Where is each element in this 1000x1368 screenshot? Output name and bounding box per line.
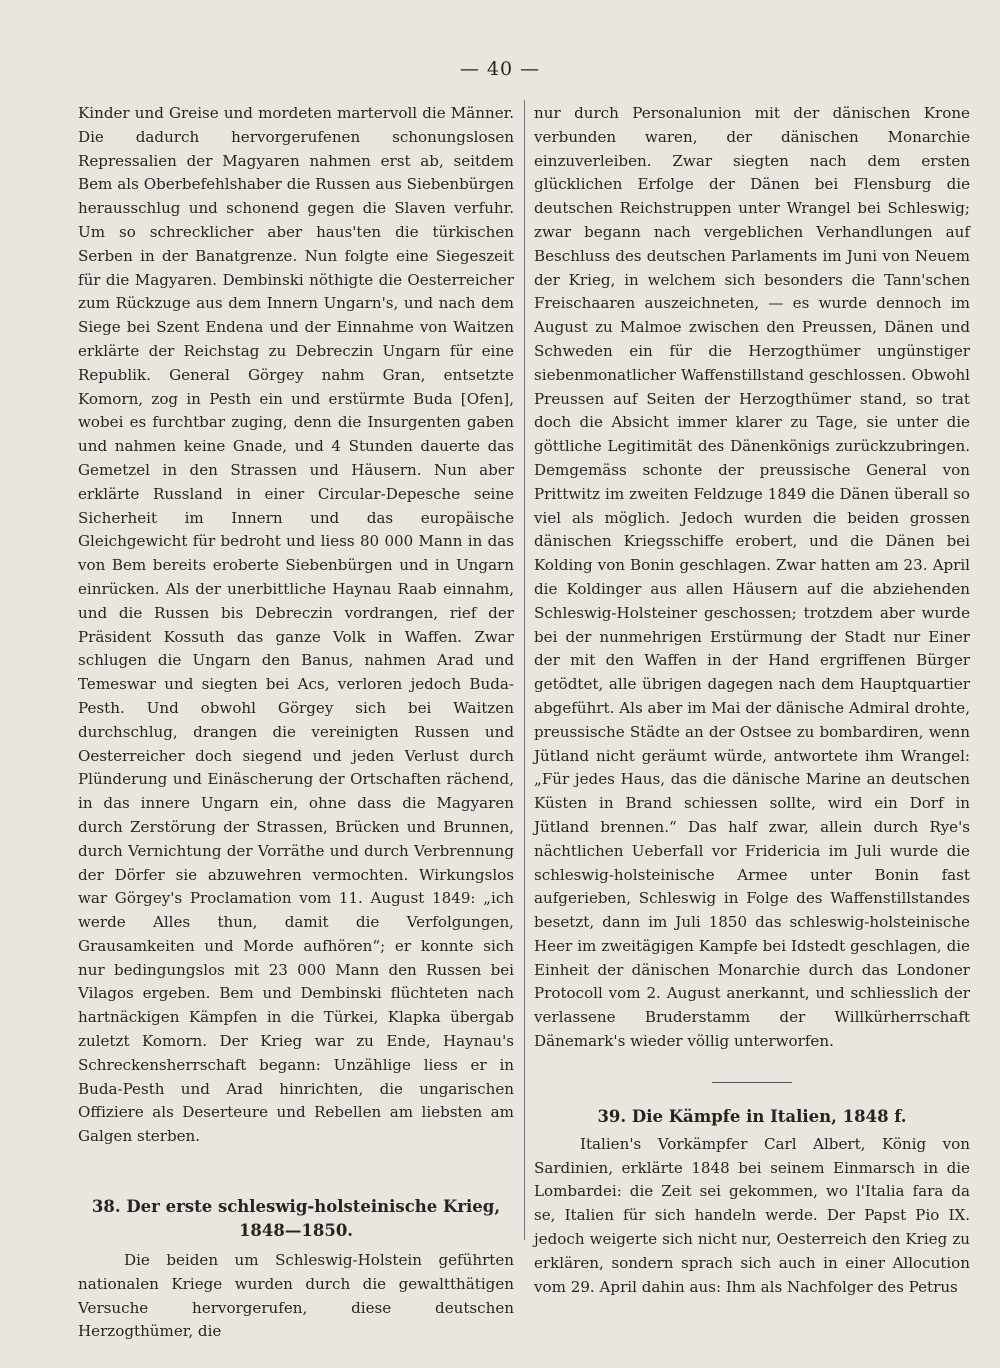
section-separator xyxy=(712,1082,792,1083)
section-heading-38-line-1: 38. Der erste schleswig-holsteinische Krieg, xyxy=(91,1197,501,1217)
section-heading-38 xyxy=(78,1195,514,1243)
column-divider xyxy=(524,100,525,1240)
right-column xyxy=(534,102,970,1299)
page-number: — 40 — xyxy=(459,58,541,80)
right-paragraph-2: Italien's Vorkämpfer Carl Albert, König von Sardinien, erklärte 1848 bei seinem Einmarsch in die Lombardei: die Zeit sei gekommen, wo l'Italia fara da se, Italien für sich handeln werde. Der Papst Pio IX. jedoch weigerte sich nicht nur, Oesterreich den Krieg zu erklären, sondern sprach sich auch in einer Allocution vom 29. April dahin aus: Ihm als Nachfolger des Petrus xyxy=(534,1134,970,1296)
section-heading-39: 39. Die Kämpfe in Italien, 1848 f. xyxy=(597,1106,907,1126)
right-paragraph-1: nur durch Personalunion mit der dänischen Krone verbunden waren, der dänischen Monarchie einzuverleiben. Zwar siegten nach dem ersten glücklichen Erfolge der Dänen bei Flensburg die deutschen Reichstruppen unter Wrangel bei Schleswig; zwar begann nach vergeblichen Verhandlungen auf Beschluss des deutschen Parlaments im Juni von Neuem der Krieg, in welchem sich besonders die Tann'schen Freischaaren auszeichneten, — es wurde dennoch im August zu Malmoe zwischen den Preussen, Dänen und Schweden ein für die Herzogthümer ungünstiger siebenmonatlicher Waffenstillstand geschlossen. Obwohl Preussen auf Seiten der Herzogthümer stand, so trat doch die Absicht immer klarer zu Tage, sie unter die göttliche Legitimität des Dänenkönigs zurückzubringen. Demgemäss schonte der preussische General von Prittwitz im zweiten Feldzuge 1849 die Dänen überall so viel als möglich. Jedoch wurden die beiden grossen dänischen Kriegsschiffe erobert, und die Dänen bei Kolding von Bonin geschlagen. Zwar hatten am 23. April die Koldinger aus allen Häusern auf die abziehenden Schleswig-Holsteiner geschossen; trotzdem aber wurde bei der nunmehrigen Erstürmung der Stadt nur Einer der mit den Waffen in der Hand ergriffenen Bürger getödtet, alle übrigen dagegen nach dem Hauptquartier abgeführt. Als aber im Mai der dänische Admiral drohte, preussische Städte an der Ostsee zu bombardiren, wenn Jütland nicht geräumt würde, antwortete ihm Wrangel: „Für jedes Haus, das die dänische Marine an deutschen Küsten in Brand schiessen sollte, wird ein Dorf in Jütland brennen.“ Das half zwar, allein durch Rye's nächtlichen Ueberfall vor Fridericia im Juli wurde die schleswig-holsteinische Armee unter Bonin fast aufgerieben, Schleswig in Folge des Waffenstillstandes besetzt, dann im Juli 1850 das schleswig-holsteinische Heer im zweitägigen Kampfe bei Idstedt geschlagen, die Einheit der dänischen Monarchie durch das Londoner Protocoll vom 2. August anerkannt, und schliesslich der verlassene Bruderstamm der Willkürherrschaft Dänemark's wieder völlig unterworfen. xyxy=(534,104,970,1051)
left-paragraph-2: Die beiden um Schleswig-Holstein geführten nationalen Kriege wurden durch die gewaltthätigen Versuche hervorgerufen, diese deutschen Herzogthümer, die xyxy=(78,1251,514,1341)
left-paragraph-1: Kinder und Greise und mordeten martervoll die Männer. Die dadurch hervorgerufenen schonungslosen Repressalien der Magyaren nahmen erst ab, seitdem Bem als Oberbefehlshaber die Russen aus Siebenbürgen herausschlug und schonend gegen die Slaven verfuhr. Um so schrecklicher aber haus'ten die türkischen Serben in der Banatgrenze. Nun folgte eine Siegeszeit für die Magyaren. Dembinski nöthigte die Oesterreicher zum Rückzuge aus dem Innern Ungarn's, und nach dem Siege bei Szent Endena und der Einnahme von Waitzen erklärte der Reichstag zu Debreczin Ungarn für eine Republik. General Görgey nahm Gran, entsetzte Komorn, zog in Pesth ein und erstürmte Buda [Ofen], wobei es furchtbar zuging, denn die Insurgenten gaben und nahmen keine Gnade, und 4 Stunden dauerte das Gemetzel in den Strassen und Häusern. Nun aber erklärte Russland in einer Circular-Depesche seine Sicherheit im Innern und das europäische Gleichgewicht für bedroht und liess 80 000 Mann in das von Bem bereits eroberte Siebenbürgen und in Ungarn einrücken. Als der unerbittliche Haynau Raab einnahm, und die Russen bis Debreczin vordrangen, rief der Präsident Kossuth das ganze Volk in Waffen. Zwar schlugen die Ungarn den Banus, nahmen Arad und Temeswar und siegten bei Acs, verloren jedoch Buda-Pesth. Und obwohl Görgey sich bei Waitzen durchschlug, drangen die vereinigten Russen und Oesterreicher doch siegend und jeden Verlust durch Plünderung und Einäscherung der Ortschaften rächend, in das innere Ungarn ein, ohne dass die Magyaren durch Zerstörung der Strassen, Brücken und Brunnen, durch Vernichtung der Vorräthe und durch Verbrennung der Dörfer sie abzuwehren vermochten. Wirkungslos war Görgey's Proclamation vom 11. August 1849: „ich werde Alles thun, damit die Verfolgungen, Grausamkeiten und Morde aufhören“; er konnte sich nur bedingungslos mit 23 000 Mann den Russen bei Vilagos ergeben. Bem und Dembinski flüchteten nach hartnäckigen Kämpfen in die Türkei, Klapka übergab zuletzt Komorn. Der Krieg war zu Ende, Haynau's Schreckensherrschaft begann: Unzählige liess er in Buda-Pesth und Arad hinrichten, die ungarischen Offiziere als Deserteure und Rebellen am liebsten am Galgen sterben. xyxy=(78,104,514,1146)
left-column xyxy=(78,102,514,1344)
section-heading-38-line-2: 1848—1850. xyxy=(238,1221,354,1241)
